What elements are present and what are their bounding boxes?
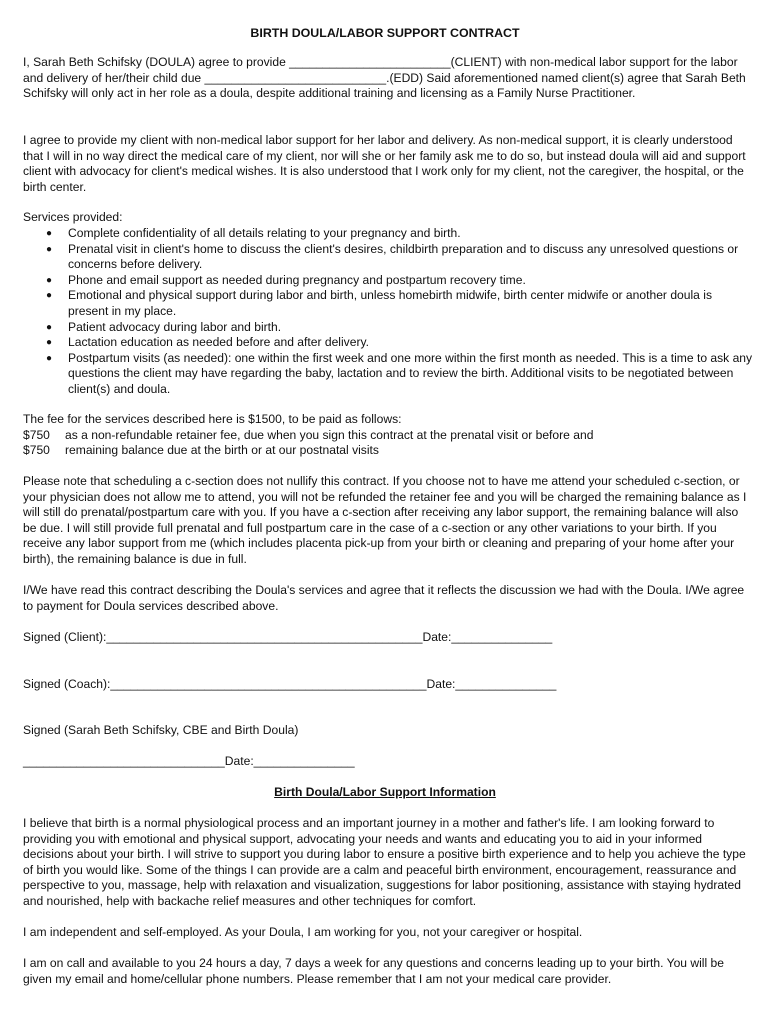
intro-paragraph: I, Sarah Beth Schifsky (DOULA) agree to provide ________________________(CLIENT) with non-medical labor support for the labor and delivery of her/their child due ___________________________.(EDD) Said aforementioned named client(s) agree that Sarah Beth Schifsky will only act in her role as a doula, despite additional training and licensing as a Family Nurse Practitioner.	[23, 55, 746, 101]
fee-intro: The fee for the services described here is $1500, to be paid as follows:	[23, 412, 402, 426]
fee-row	[23, 428, 753, 444]
info-paragraph: I am on call and available to you 24 hours a day, 7 days a week for any questions and concerns leading up to your birth. You will be given my email and home/cellular phone numbers. Please remember that I am not your medical care provider.	[23, 956, 724, 986]
document-title: BIRTH DOULA/LABOR SUPPORT CONTRACT	[250, 26, 520, 40]
fee-amount: $750	[23, 443, 50, 458]
coach-signature-line: Signed (Coach):_______________________________________________Date:_______________	[23, 677, 557, 691]
info-section-title: Birth Doula/Labor Support Information	[274, 785, 496, 799]
service-item: ● Lactation education as needed before and after delivery.	[23, 335, 753, 351]
client-signature-line: Signed (Client):_______________________________________________Date:_______________	[23, 630, 553, 644]
acknowledgement-paragraph: I/We have read this contract describing the Doula's services and agree that it reflects the discussion we had with the Doula. I/We agree to payment for Doula services described above.	[23, 583, 745, 613]
service-item: ● Emotional and physical support during labor and birth, unless homebirth midwife, birth center midwife or another doula is present in my place.	[23, 288, 753, 319]
service-item: ● Complete confidentiality of all details relating to your pregnancy and birth.	[23, 226, 753, 242]
service-item: ● Phone and email support as needed during pregnancy and postpartum recovery time.	[23, 273, 753, 289]
doula-signature-line: ______________________________Date:_______________	[23, 754, 355, 768]
csection-paragraph: Please note that scheduling a c-section does not nullify this contract. If you choose not to have me attend your scheduled c-section, or your physician does not allow me to attend, you will not be refunded the retainer fee and you will be charged the remaining balance as I will still do prenatal/postpartum care with you. If you have a c-section after receiving any labor support, the remaining balance will also be due. I will still provide full prenatal and full postpartum care in the case of a c-section or any other variations to your birth. If you receive any labor support from me (which includes placenta pick-up from your birth or cleaning and preparing of your home after your birth), the remaining balance is due in full.	[23, 474, 747, 566]
services-heading: Services provided:	[23, 210, 123, 224]
service-item: ● Patient advocacy during labor and birth.	[23, 320, 753, 336]
info-paragraph: I am independent and self-employed. As your Doula, I am working for you, not your caregiver or hospital.	[23, 925, 583, 939]
fee-description: remaining balance due at the birth or at our postnatal visits	[65, 443, 379, 458]
fee-row	[23, 443, 753, 459]
info-paragraph: I believe that birth is a normal physiological process and an important journey in a mother and father's life. I am looking forward to providing you with emotional and physical support, advocating your needs and wants and educating you to aid in your informed decisions about your birth. I will strive to support you during labor to ensure a positive birth experience and to help you achieve the type of birth you would like. Some of the things I can provide are a calm and peaceful birth environment, encouragement, reassurance and perspective to you, massage, help with relaxation and visualization, suggestions for labor positioning, assistance with staying hydrated and nourished, help with backache relief measures and other techniques for comfort.	[23, 816, 746, 908]
services-list	[23, 226, 753, 398]
service-item: ● Prenatal visit in client's home to discuss the client's desires, childbirth preparation and to discuss any unresolved questions or concerns before delivery.	[23, 242, 753, 273]
fee-description: as a non-refundable retainer fee, due when you sign this contract at the prenatal visit or before and	[65, 427, 594, 442]
service-item: ● Postpartum visits (as needed): one within the first week and one more within the first month as needed. This is a time to ask any questions the client may have regarding the baby, lactation and to review the birth. Additional visits to be negotiated between client(s) and doula.	[23, 351, 753, 398]
doula-signature-label: Signed (Sarah Beth Schifsky, CBE and Birth Doula)	[23, 723, 299, 737]
agreement-paragraph: I agree to provide my client with non-medical labor support for her labor and delivery. As non-medical support, it is clearly understood that I will in no way direct the medical care of my client, nor will she or her family ask me to do so, but instead doula will aid and support client with advocacy for client's medical wishes. It is also understood that I work only for my client, not the caregiver, the hospital, or the birth center.	[23, 133, 746, 194]
fee-amount: $750	[23, 427, 50, 442]
fee-section	[23, 412, 753, 459]
